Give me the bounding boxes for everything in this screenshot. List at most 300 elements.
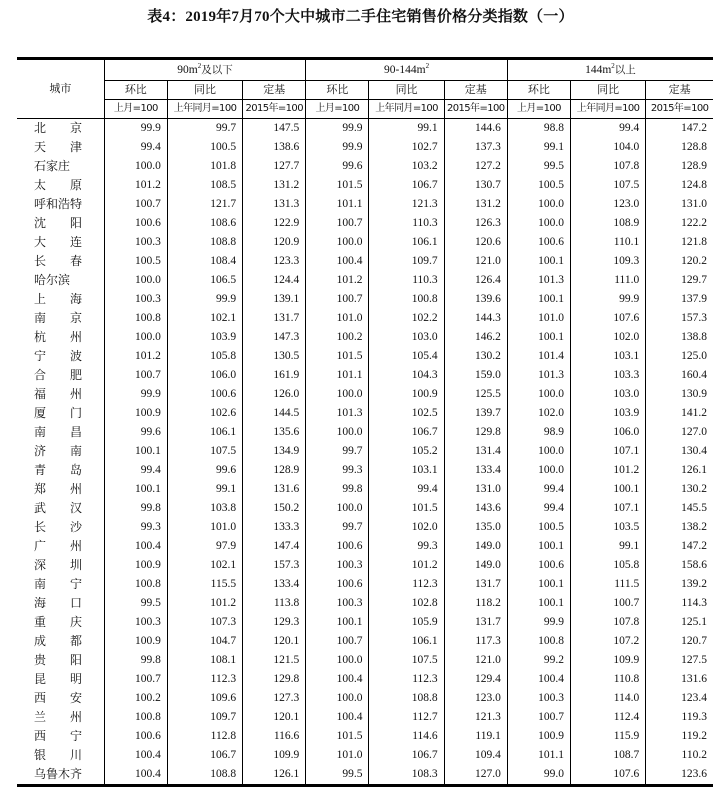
index-value: 125.5 xyxy=(444,385,507,404)
index-value: 124.4 xyxy=(243,271,306,290)
table-row xyxy=(17,537,713,556)
index-value: 121.0 xyxy=(444,252,507,271)
index-value: 108.8 xyxy=(369,689,444,708)
city-name: 呼和浩特 xyxy=(34,197,83,211)
sub-header: 环比 xyxy=(104,81,167,100)
index-value: 130.9 xyxy=(646,385,713,404)
index-value: 131.2 xyxy=(243,176,306,195)
index-value: 112.4 xyxy=(571,708,646,727)
index-value: 101.5 xyxy=(306,176,369,195)
index-value: 127.3 xyxy=(243,689,306,708)
index-value: 100.4 xyxy=(104,746,167,765)
base-header: 上月=100 xyxy=(306,100,369,119)
table-row xyxy=(17,632,713,651)
index-value: 102.7 xyxy=(369,138,444,157)
index-value: 100.9 xyxy=(507,727,570,746)
index-value: 133.4 xyxy=(243,575,306,594)
index-value: 100.5 xyxy=(507,518,570,537)
index-value: 107.6 xyxy=(571,309,646,328)
table-row xyxy=(17,765,713,786)
index-value: 100.5 xyxy=(104,252,167,271)
index-value: 143.6 xyxy=(444,499,507,518)
index-value: 107.2 xyxy=(571,632,646,651)
sub-header: 定基 xyxy=(444,81,507,100)
index-value: 129.3 xyxy=(243,613,306,632)
index-value: 110.2 xyxy=(646,746,713,765)
index-value: 131.7 xyxy=(444,575,507,594)
index-value: 106.7 xyxy=(167,746,242,765)
base-header: 2015年=100 xyxy=(444,100,507,119)
index-value: 123.0 xyxy=(571,195,646,214)
index-value: 129.8 xyxy=(243,670,306,689)
index-value: 104.3 xyxy=(369,366,444,385)
city-name: 成 都 xyxy=(34,634,83,648)
index-value: 108.1 xyxy=(167,651,242,670)
index-value: 100.3 xyxy=(507,689,570,708)
index-value: 108.3 xyxy=(369,765,444,786)
index-value: 150.2 xyxy=(243,499,306,518)
index-value: 101.1 xyxy=(306,366,369,385)
index-value: 147.3 xyxy=(243,328,306,347)
city-name: 厦 门 xyxy=(34,406,83,420)
table-row xyxy=(17,727,713,746)
index-value: 99.5 xyxy=(104,594,167,613)
index-value: 117.3 xyxy=(444,632,507,651)
index-value: 130.4 xyxy=(646,442,713,461)
index-value: 101.0 xyxy=(306,746,369,765)
city-name: 南 京 xyxy=(34,311,83,325)
table-row xyxy=(17,157,713,176)
index-value: 103.5 xyxy=(571,518,646,537)
index-value: 100.9 xyxy=(104,632,167,651)
index-value: 114.3 xyxy=(646,594,713,613)
index-value: 100.0 xyxy=(507,385,570,404)
index-value: 101.1 xyxy=(507,746,570,765)
index-value: 100.6 xyxy=(306,537,369,556)
index-value: 99.4 xyxy=(104,461,167,480)
base-header: 上年同月=100 xyxy=(369,100,444,119)
table-row xyxy=(17,138,713,157)
index-value: 129.4 xyxy=(444,670,507,689)
group-header-under-90: $90m^2$及以下 xyxy=(104,59,306,81)
index-value: 100.5 xyxy=(167,138,242,157)
index-value: 100.4 xyxy=(306,708,369,727)
index-value: 103.9 xyxy=(167,328,242,347)
table-row xyxy=(17,499,713,518)
index-value: 103.9 xyxy=(571,404,646,423)
index-value: 108.5 xyxy=(167,176,242,195)
index-value: 100.0 xyxy=(507,195,570,214)
index-value: 100.7 xyxy=(104,366,167,385)
index-value: 112.3 xyxy=(369,575,444,594)
table-row xyxy=(17,670,713,689)
index-value: 100.7 xyxy=(104,670,167,689)
index-value: 99.7 xyxy=(306,442,369,461)
index-value: 119.3 xyxy=(646,708,713,727)
index-value: 121.3 xyxy=(369,195,444,214)
index-value: 120.1 xyxy=(243,632,306,651)
index-value: 100.1 xyxy=(507,594,570,613)
group-header-90-144: $90-144m^2$ xyxy=(306,59,508,81)
index-value: 120.9 xyxy=(243,233,306,252)
index-value: 101.0 xyxy=(306,309,369,328)
index-value: 122.9 xyxy=(243,214,306,233)
city-name: 大 连 xyxy=(34,235,83,249)
index-value: 99.7 xyxy=(306,518,369,537)
index-value: 127.0 xyxy=(444,765,507,786)
index-value: 100.9 xyxy=(104,556,167,575)
index-value: 147.4 xyxy=(243,537,306,556)
index-value: 135.6 xyxy=(243,423,306,442)
city-name: 昆 明 xyxy=(34,672,83,686)
index-value: 101.3 xyxy=(306,404,369,423)
price-index-table xyxy=(17,57,713,787)
index-value: 100.0 xyxy=(104,157,167,176)
sub-header: 定基 xyxy=(646,81,713,100)
index-value: 100.7 xyxy=(306,214,369,233)
index-value: 105.8 xyxy=(167,347,242,366)
index-value: 110.3 xyxy=(369,271,444,290)
index-value: 131.6 xyxy=(646,670,713,689)
index-value: 106.0 xyxy=(571,423,646,442)
table-row xyxy=(17,385,713,404)
index-value: 101.4 xyxy=(507,347,570,366)
index-value: 107.1 xyxy=(571,442,646,461)
index-value: 100.8 xyxy=(369,290,444,309)
index-value: 101.5 xyxy=(369,499,444,518)
index-value: 100.4 xyxy=(306,252,369,271)
index-value: 100.1 xyxy=(104,480,167,499)
table-row xyxy=(17,347,713,366)
index-value: 138.6 xyxy=(243,138,306,157)
index-value: 99.3 xyxy=(306,461,369,480)
index-value: 100.1 xyxy=(104,442,167,461)
table-row xyxy=(17,119,713,139)
index-value: 103.2 xyxy=(369,157,444,176)
city-name: 天 津 xyxy=(34,140,83,154)
index-value: 99.5 xyxy=(507,157,570,176)
index-value: 123.6 xyxy=(646,765,713,786)
index-value: 108.8 xyxy=(167,233,242,252)
index-value: 118.2 xyxy=(444,594,507,613)
city-name: 武 汉 xyxy=(34,501,83,515)
index-value: 110.1 xyxy=(571,233,646,252)
city-name: 济 南 xyxy=(34,444,83,458)
city-name: 上 海 xyxy=(34,292,83,306)
index-value: 100.1 xyxy=(507,252,570,271)
index-value: 112.7 xyxy=(369,708,444,727)
index-value: 131.6 xyxy=(243,480,306,499)
index-value: 149.0 xyxy=(444,537,507,556)
city-name: 长 春 xyxy=(34,254,83,268)
city-name: 银 川 xyxy=(34,748,83,762)
table-row xyxy=(17,556,713,575)
index-value: 109.3 xyxy=(571,252,646,271)
table-row xyxy=(17,233,713,252)
index-value: 109.7 xyxy=(369,252,444,271)
index-value: 106.7 xyxy=(369,746,444,765)
city-name: 太 原 xyxy=(34,178,83,192)
index-value: 99.9 xyxy=(507,613,570,632)
table-row xyxy=(17,214,713,233)
index-value: 139.2 xyxy=(646,575,713,594)
index-value: 99.4 xyxy=(507,480,570,499)
index-value: 139.7 xyxy=(444,404,507,423)
index-value: 102.5 xyxy=(369,404,444,423)
index-value: 99.8 xyxy=(306,480,369,499)
index-value: 107.8 xyxy=(571,157,646,176)
index-value: 104.0 xyxy=(571,138,646,157)
table-row xyxy=(17,404,713,423)
city-name: 深 圳 xyxy=(34,558,83,572)
index-value: 141.2 xyxy=(646,404,713,423)
index-value: 130.2 xyxy=(444,347,507,366)
index-value: 109.9 xyxy=(243,746,306,765)
index-value: 133.4 xyxy=(444,461,507,480)
city-name: 石家庄 xyxy=(34,159,71,173)
index-value: 101.3 xyxy=(507,366,570,385)
index-value: 99.9 xyxy=(104,385,167,404)
index-value: 106.5 xyxy=(167,271,242,290)
sub-header: 环比 xyxy=(507,81,570,100)
index-value: 100.1 xyxy=(571,480,646,499)
index-value: 100.0 xyxy=(306,423,369,442)
index-value: 99.1 xyxy=(571,537,646,556)
index-value: 101.1 xyxy=(306,195,369,214)
base-header: 上年同月=100 xyxy=(167,100,242,119)
index-value: 107.8 xyxy=(571,613,646,632)
index-value: 103.1 xyxy=(369,461,444,480)
table-row xyxy=(17,518,713,537)
index-value: 159.0 xyxy=(444,366,507,385)
table-row xyxy=(17,461,713,480)
table-row xyxy=(17,252,713,271)
index-value: 105.9 xyxy=(369,613,444,632)
index-value: 99.8 xyxy=(104,651,167,670)
index-value: 123.3 xyxy=(243,252,306,271)
index-value: 128.9 xyxy=(646,157,713,176)
index-value: 105.8 xyxy=(571,556,646,575)
index-value: 145.5 xyxy=(646,499,713,518)
index-value: 100.1 xyxy=(507,537,570,556)
index-value: 100.0 xyxy=(104,271,167,290)
index-value: 107.5 xyxy=(167,442,242,461)
table-row xyxy=(17,423,713,442)
city-name: 宁 波 xyxy=(34,349,83,363)
index-value: 106.1 xyxy=(369,233,444,252)
index-value: 127.0 xyxy=(646,423,713,442)
index-value: 137.9 xyxy=(646,290,713,309)
index-value: 99.3 xyxy=(104,518,167,537)
index-value: 107.3 xyxy=(167,613,242,632)
index-value: 100.0 xyxy=(507,461,570,480)
index-value: 127.7 xyxy=(243,157,306,176)
index-value: 102.6 xyxy=(167,404,242,423)
table-row xyxy=(17,290,713,309)
index-value: 100.9 xyxy=(104,404,167,423)
index-value: 100.9 xyxy=(369,385,444,404)
index-value: 106.1 xyxy=(369,632,444,651)
sub-header: 同比 xyxy=(167,81,242,100)
index-value: 144.3 xyxy=(444,309,507,328)
table-row xyxy=(17,176,713,195)
index-value: 103.0 xyxy=(369,328,444,347)
index-value: 99.9 xyxy=(306,119,369,139)
index-value: 126.1 xyxy=(646,461,713,480)
index-value: 135.0 xyxy=(444,518,507,537)
index-value: 146.2 xyxy=(444,328,507,347)
index-value: 120.1 xyxy=(243,708,306,727)
base-header: 上年同月=100 xyxy=(571,100,646,119)
index-value: 106.0 xyxy=(167,366,242,385)
index-value: 101.2 xyxy=(571,461,646,480)
index-value: 100.6 xyxy=(104,214,167,233)
city-name: 贵 阳 xyxy=(34,653,83,667)
index-value: 99.9 xyxy=(571,290,646,309)
index-value: 99.0 xyxy=(507,765,570,786)
index-value: 99.9 xyxy=(306,138,369,157)
index-value: 116.6 xyxy=(243,727,306,746)
index-value: 107.1 xyxy=(571,499,646,518)
city-name: 广 州 xyxy=(34,539,83,553)
index-value: 147.2 xyxy=(646,119,713,139)
index-value: 134.9 xyxy=(243,442,306,461)
index-value: 130.5 xyxy=(243,347,306,366)
index-value: 101.2 xyxy=(369,556,444,575)
city-name: 重 庆 xyxy=(34,615,83,629)
index-value: 100.1 xyxy=(507,328,570,347)
index-value: 121.3 xyxy=(444,708,507,727)
index-value: 100.3 xyxy=(104,233,167,252)
index-value: 99.7 xyxy=(167,119,242,139)
index-value: 101.5 xyxy=(306,347,369,366)
table-row xyxy=(17,195,713,214)
city-name: 青 岛 xyxy=(34,463,83,477)
index-value: 100.0 xyxy=(104,328,167,347)
index-value: 99.4 xyxy=(507,499,570,518)
index-value: 131.4 xyxy=(444,442,507,461)
index-value: 101.8 xyxy=(167,157,242,176)
base-header: 上月=100 xyxy=(104,100,167,119)
index-value: 131.7 xyxy=(243,309,306,328)
city-name: 西 安 xyxy=(34,691,83,705)
index-value: 129.8 xyxy=(444,423,507,442)
city-name: 西 宁 xyxy=(34,729,83,743)
city-name: 杭 州 xyxy=(34,330,83,344)
index-value: 121.0 xyxy=(444,651,507,670)
index-value: 120.6 xyxy=(444,233,507,252)
index-value: 100.1 xyxy=(306,613,369,632)
index-value: 125.0 xyxy=(646,347,713,366)
index-value: 131.0 xyxy=(646,195,713,214)
sub-header: 环比 xyxy=(306,81,369,100)
table-row xyxy=(17,613,713,632)
city-name: 北 京 xyxy=(34,121,83,135)
index-value: 100.0 xyxy=(306,651,369,670)
index-value: 100.0 xyxy=(306,385,369,404)
index-value: 100.5 xyxy=(507,176,570,195)
city-name: 合 肥 xyxy=(34,368,83,382)
index-value: 130.7 xyxy=(444,176,507,195)
index-value: 129.7 xyxy=(646,271,713,290)
city-name: 海 口 xyxy=(34,596,83,610)
index-value: 121.7 xyxy=(167,195,242,214)
index-value: 127.5 xyxy=(646,651,713,670)
table-row xyxy=(17,442,713,461)
index-value: 100.4 xyxy=(306,670,369,689)
index-value: 100.3 xyxy=(306,594,369,613)
city-name: 南 宁 xyxy=(34,577,83,591)
index-value: 109.7 xyxy=(167,708,242,727)
index-value: 115.9 xyxy=(571,727,646,746)
index-value: 100.6 xyxy=(507,233,570,252)
index-value: 99.1 xyxy=(167,480,242,499)
index-value: 147.2 xyxy=(646,537,713,556)
index-value: 100.7 xyxy=(571,594,646,613)
city-name: 兰 州 xyxy=(34,710,83,724)
index-value: 157.3 xyxy=(646,309,713,328)
index-value: 99.2 xyxy=(507,651,570,670)
index-value: 161.9 xyxy=(243,366,306,385)
index-value: 108.4 xyxy=(167,252,242,271)
index-value: 158.6 xyxy=(646,556,713,575)
index-value: 100.0 xyxy=(306,233,369,252)
index-value: 114.6 xyxy=(369,727,444,746)
base-header: 2015年=100 xyxy=(646,100,713,119)
index-value: 102.0 xyxy=(571,328,646,347)
index-value: 127.2 xyxy=(444,157,507,176)
index-value: 139.6 xyxy=(444,290,507,309)
index-value: 109.4 xyxy=(444,746,507,765)
index-value: 149.0 xyxy=(444,556,507,575)
index-value: 126.3 xyxy=(444,214,507,233)
city-name: 乌鲁木齐 xyxy=(34,767,83,781)
index-value: 138.2 xyxy=(646,518,713,537)
index-value: 97.9 xyxy=(167,537,242,556)
sub-header: 定基 xyxy=(243,81,306,100)
index-value: 128.8 xyxy=(646,138,713,157)
index-value: 100.8 xyxy=(507,632,570,651)
index-value: 99.8 xyxy=(104,499,167,518)
index-value: 157.3 xyxy=(243,556,306,575)
index-value: 115.5 xyxy=(167,575,242,594)
index-value: 110.3 xyxy=(369,214,444,233)
index-value: 130.2 xyxy=(646,480,713,499)
index-value: 100.7 xyxy=(306,290,369,309)
city-name: 长 沙 xyxy=(34,520,83,534)
index-value: 100.4 xyxy=(104,765,167,786)
index-value: 99.6 xyxy=(306,157,369,176)
sub-header: 同比 xyxy=(571,81,646,100)
table-row xyxy=(17,480,713,499)
index-value: 126.0 xyxy=(243,385,306,404)
index-value: 100.8 xyxy=(104,309,167,328)
index-value: 99.3 xyxy=(369,537,444,556)
city-name: 郑 州 xyxy=(34,482,83,496)
index-value: 125.1 xyxy=(646,613,713,632)
index-value: 107.5 xyxy=(369,651,444,670)
index-value: 119.1 xyxy=(444,727,507,746)
index-value: 100.1 xyxy=(507,290,570,309)
index-value: 101.5 xyxy=(306,727,369,746)
index-value: 101.0 xyxy=(507,309,570,328)
index-value: 138.8 xyxy=(646,328,713,347)
city-name: 哈尔滨 xyxy=(34,273,71,287)
index-value: 99.1 xyxy=(369,119,444,139)
index-value: 108.6 xyxy=(167,214,242,233)
table-row xyxy=(17,689,713,708)
index-value: 100.0 xyxy=(507,442,570,461)
